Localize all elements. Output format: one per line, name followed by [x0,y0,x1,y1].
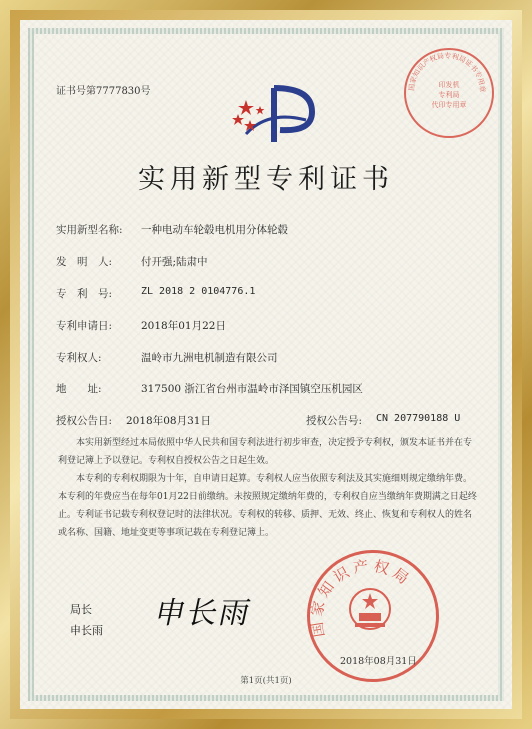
svg-text:国家知识产权局: 国家知识产权局 [307,556,416,639]
svg-text:国家知识产权局专利局证书专用章: 国家知识产权局专利局证书专用章 [407,51,487,93]
utility-name-label: 实用新型名称: [56,224,123,236]
top-right-stamp [404,48,494,138]
patent-no-value: ZL 2018 2 0104776.1 [141,286,256,297]
grant-date-value: 2018年08月31日 [126,415,211,427]
inventor-label: 发 明 人: [56,256,113,268]
signature-title: 局长 [70,603,92,616]
certificate-paper [20,20,512,709]
signature-name: 申长雨 [70,624,103,637]
paragraph-3: 专利证书记载专利权登记时的法律状况。专利权的转移、质押、无效、终止、恢复和专利权人的姓名或名称、国籍、地址变更等事项记载在专利登记簿上。 [58,510,473,538]
handwritten-signature: 申长雨 [151,596,255,631]
national-emblem-icon [345,587,395,633]
grant-date-label: 授权公告日: [56,415,113,427]
address-value: 317500 浙江省台州市温岭市泽国镇空压机园区 [141,383,363,395]
patent-no-label: 专 利 号: [56,288,113,300]
address-label: 地 址: [56,383,102,395]
paragraph-1: 本实用新型经过本局依照中华人民共和国专利法进行初步审查，决定授予专利权，颁发本证书并在专利登记簿上予以登记。专利权自授权公告之日起生效。 [58,438,473,466]
inventor-value: 付开强;陆肃中 [141,256,208,268]
stamp-line-2: 专利局 [438,91,460,99]
filing-date-label: 专利申请日: [56,320,113,332]
paragraph-2: 本专利的专利权期限为十年，自申请日起算。专利权人应当依照专利法及其实施细则规定缴纳年费。本专利的年费应当在每年01月22日前缴纳。未按照规定缴纳年费的，专利权自应当缴纳年费期满之日起终止。 [58,474,477,520]
page-footer: 第1页(共1页) [240,676,292,686]
patentee-value: 温岭市九洲电机制造有限公司 [141,352,278,364]
grant-no-label: 授权公告号: [306,415,363,427]
certificate-title: 实用新型专利证书 [138,164,394,195]
stamp-line-3: 代印专用章 [431,101,467,109]
grant-no-value: CN 207790188 U [376,413,461,424]
cnipa-logo-icon [216,80,326,150]
filing-date-value: 2018年01月22日 [141,320,226,332]
seal-date: 2018年08月31日 [340,656,417,667]
utility-name-value: 一种电动车轮毂电机用分体轮毂 [141,224,288,236]
patentee-label: 专利权人: [56,352,102,364]
stamp-line-1: 印发机 [438,81,460,89]
certificate-number: 证书号第7777830号 [56,86,151,97]
